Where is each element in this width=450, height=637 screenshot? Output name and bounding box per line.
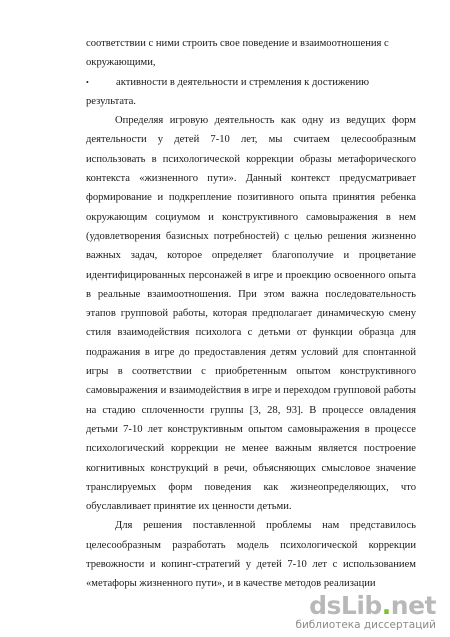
watermark-logo	[295, 593, 436, 631]
watermark-subtitle: библиотека диссертаций	[295, 619, 436, 631]
text-line: соответствии с ними строить свое поведение и взаимоотношения с	[86, 38, 389, 49]
bullet-text: активности в деятельности и стремления к достижению	[116, 76, 370, 88]
text-line: окружающими,	[86, 57, 156, 69]
document-text	[86, 34, 416, 594]
bullet-item	[86, 73, 416, 92]
watermark-brand-dot: .	[381, 591, 391, 620]
watermark-brand	[295, 593, 436, 619]
watermark-brand-tld: net	[390, 591, 436, 620]
bullet-continuation: результата.	[86, 95, 136, 107]
paragraph: Для решения поставленной проблемы нам представилось целесообразным разработать модель психологической коррекции тревожности и копинг-стратегий у детей 7-10 лет с использованием «метафоры жизненного пути», и в качестве методов реализации	[86, 520, 416, 590]
bullet-icon: •	[86, 77, 89, 87]
watermark-brand-main: dsLib	[309, 591, 382, 620]
paragraph: Определяя игровую деятельность как одну из ведущих форм деятельности у детей 7-10 лет, мы считаем целесообразным использовать в психологической коррекции образы метафорического контекста «жизненного пути». Данный контекст предусматривает формирование и подкрепление позитивного опыта принятия ребенка окружающим социумом и конструктивного самовыражения в нем (удовлетворения базисных потребностей) с целью решения жизненно важных задач, которое определяет благополучие и процветание идентифицированных персонажей в игре и проекцию освоенного опыта в реальные взаимоотношения. При этом важна последовательность этапов групповой работы, которая предполагает динамическую смену стиля взаимодействия психолога с детьми от функции образца для подражания в игре до предоставления детям условий для спонтанной игры в соответствии с приобретенным опытом конструктивного самовыражения и взаимодействия в игре и переходом групповой работы на стадию сплоченности группы [3, 28, 93]. В процессе овладения детьми 7-10 лет конструктивным опытом самовыражения в процессе психологический коррекции не менее важным является построение когнитивных конструкций в речи, объясняющих смысловое значение транслируемых форм поведения как жизнеопределяющих, что обуславливает принятие их ценности детьми.	[86, 115, 416, 513]
